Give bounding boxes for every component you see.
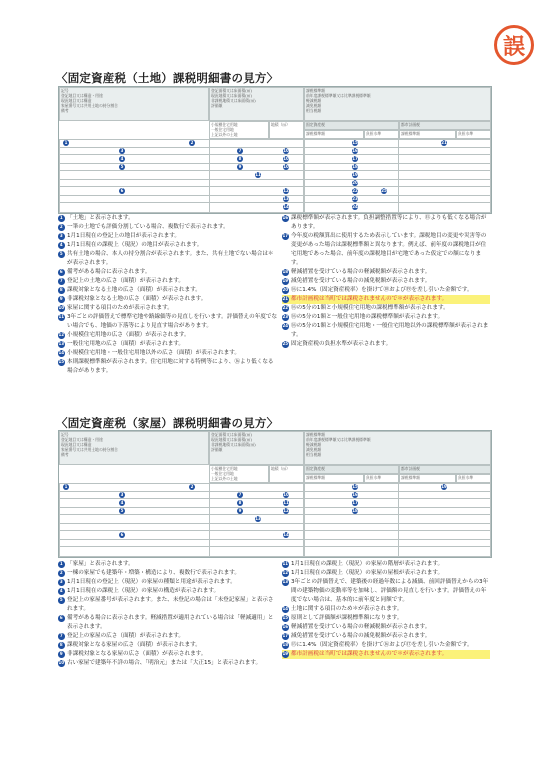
header-label: 記号 [61,432,69,437]
marker-14: 14 [283,532,289,537]
note-text: 軽減措置を受けている場合の軽減税額が表示されます。 [291,269,431,275]
note-number: 15 [58,359,65,364]
marker-18: 18 [352,508,358,513]
note-item [282,304,490,313]
marker-12: 12 [283,508,289,513]
note-number: 3 [59,233,63,238]
note-text: 小規模住宅用地の広さ（面積）が表示されます。 [67,332,190,338]
note-item [58,569,278,578]
house-notes-right [282,560,490,659]
sub-label: 一般住宅用地 [211,127,234,132]
note-item [282,641,490,650]
note-text: ⑯の5分の1額と小規模住宅用地の課税標準額が表示されます。 [291,305,449,311]
header-label: 家屋番号又は共用土地の持分割合 [61,103,118,108]
note-number: 12 [58,332,65,337]
note-text: 都市計画税は当町では課税されませんので＊が表示されます。 [291,651,448,657]
note-item [282,569,490,578]
note-number: 8 [59,642,63,647]
marker-25: 25 [381,188,387,193]
marker-13: 13 [255,516,261,521]
note-text: 減免措置を受けている場合の減免税額が表示されます。 [291,633,431,639]
note-item [58,614,278,632]
marker-8: 8 [238,156,242,161]
note-number: 16 [282,624,289,629]
note-number: 20 [282,287,289,292]
note-number: 14 [282,606,289,611]
sub-label: 上記以外の土地 [211,476,238,481]
note-item [58,560,278,569]
marker-18: 18 [352,164,358,169]
note-number: 7 [59,633,63,638]
house-header-right [304,431,491,465]
note-text: 固定資産税の負担水準が表示されます。 [291,341,392,347]
note-number: 6 [59,269,63,274]
note-text: 1月1日現在の課税上（現況）の地目が表示されます。 [67,242,203,248]
note-text: 減免措置を受けている場合の減免税額が表示されます。 [291,278,431,284]
marker-17: 17 [352,500,358,505]
note-number: 6 [59,615,63,620]
header-label: 減免税額 [306,447,322,452]
land-header-right [304,87,491,121]
note-item [282,322,490,340]
house-std-head: 課税標準額 [304,474,364,483]
land-notes-left [58,214,278,376]
note-number: 18 [282,642,289,647]
header-label: 軽減税額 [306,442,322,447]
note-number: 19 [282,278,289,283]
note-item [282,605,490,614]
note-text: 土地に関する項目のため＊が表示されます。 [291,606,403,612]
header-label: 登記面積又は床面積(㎡) [211,432,252,437]
note-number: 2 [59,570,63,575]
marker-20: 20 [352,180,358,185]
header-label: 軽減税額 [306,98,322,103]
sub-label: 小規模住宅用地 [211,466,238,471]
note-text: 課税対象となる土地の広さ（面積）が表示されます。 [67,287,201,293]
note-text: 「土地」と表示されます。 [67,215,134,221]
marker-6: 6 [120,532,124,537]
note-text: 1月1日現在の登記上の地目が表示されます。 [67,233,180,239]
note-text: 一棟の家屋でも建築年・増築・構造により、複数行で表示されます。 [67,570,240,576]
marker-11: 11 [255,172,261,177]
note-item [282,623,490,632]
marker-15: 15 [352,484,358,489]
marker-10c: 10 [283,164,289,169]
land-header-mid [209,87,304,121]
note-item [58,349,278,358]
note-number: 25 [282,341,289,346]
note-item-highlighted [282,650,490,659]
note-text: 家屋に関する項目のためが表示されます。 [67,305,173,311]
note-number: 1 [59,215,63,220]
note-number: 3 [59,579,63,584]
marker-9: 9 [238,164,242,169]
header-label: 減免税額 [306,103,322,108]
note-text: 本則課税標準額が表示されます。住宅用地に対する特例等により、⑯より低くなる場合があります。 [67,359,274,374]
marker-22: 22 [352,188,358,193]
header-label: 前年度課税標準額又は比準課税標準額 [306,437,371,442]
note-item [58,340,278,349]
note-text: ⑮に1.4%（固定資産税率）を掛けて⑯および⑰を差し引いた金額です。 [291,642,473,648]
note-number: 5 [59,597,63,602]
note-item [58,304,278,313]
note-item [282,286,490,295]
note-item [58,578,278,587]
note-number: 15 [282,615,289,620]
header-label: 課税標準額 [306,88,325,93]
note-item [282,313,490,322]
note-number: 5 [59,251,63,256]
note-text: 1月1日現在の課税上（現況）の家屋の屋根が表示されます。 [291,570,444,576]
note-text: ⑯に1.4%（固定資産税率）を掛けて⑱および⑲を差し引いた金額です。 [291,287,473,293]
note-text: 登記上の家屋の広さ（面積）が表示されます。 [67,633,185,639]
house-area-head: 地積（㎡） [269,465,304,483]
sub-label: 上記以外の土地 [211,132,238,137]
marker-24: 24 [352,204,358,209]
house-std-head-2: 課税標準額 [399,474,456,483]
house-sub-labels [209,465,269,483]
note-number: 1 [59,561,63,566]
land-form-illustration [58,86,492,214]
note-number: 4 [59,242,63,247]
note-number: 7 [59,278,63,283]
header-label: 記号 [61,88,69,93]
note-number: 18 [282,269,289,274]
header-label: 備考 [61,108,69,113]
note-text: 都市計画税は当町では課税されませんので＊が表示されます。 [291,296,448,302]
marker-9: 9 [238,508,242,513]
note-number: 4 [59,588,63,593]
note-text: 1月1日現在の登記上（現況）の家屋の種類と用途が表示されます。 [67,579,236,585]
note-number: 13 [58,341,65,346]
note-text: 非課税対象となる家屋の広さ（面積）が表示されます。 [67,651,207,657]
header-label: 相当税額 [306,452,322,457]
note-number: 17 [282,633,289,638]
header-label: 家屋番号又は共用土地の持分割合 [61,447,118,452]
note-number: 24 [282,323,289,328]
marker-12: 12 [283,188,289,193]
note-text: 小規模住宅用地・一般住宅用地以外の広さ（面積）が表示されます。 [67,350,240,356]
header-label: 課税標準額 [306,432,325,437]
note-item [58,295,278,304]
note-number: 11 [282,561,289,566]
note-number: 14 [58,350,65,355]
note-item [282,214,490,232]
note-number: 19 [282,651,289,656]
note-item [282,560,490,569]
house-section-title: 〈固定資産税（家屋）課税明細書の見方〉 [56,416,279,430]
note-text: 備考がある場合に表示されます。軽減措置が適用されている場合は「軽減適用」と表示されます。 [67,615,274,630]
land-header-left [59,87,209,121]
note-item [282,340,490,349]
note-text: 一般住宅用地の広さ（面積）が表示されます。 [67,341,185,347]
marker-8: 8 [238,500,242,505]
note-number: 12 [282,570,289,575]
marker-2: 2 [190,140,194,145]
note-text: 非課税対象となる土地の広さ（面積）が表示されます。 [67,296,207,302]
marker-6: 6 [120,188,124,193]
note-item [58,241,278,250]
marker-16: 16 [352,492,358,497]
note-text: 1月1日現在の課税上（現況）の家屋の構造が表示されます。 [67,588,220,594]
note-text: 1月1日現在の課税上（現況）の家屋の階層が表示されます。 [291,561,444,567]
land-level-head-2: 負担水準 [456,130,491,139]
note-text: ⑯の5分の1額と一般住宅用地の課税標準額が表示されます。 [291,314,444,320]
note-item [58,632,278,641]
note-item [58,650,278,659]
marker-11: 11 [283,500,289,505]
note-item [58,331,278,340]
house-city-tax-head: 都市計画税 [399,465,491,474]
note-text: 登記上の家屋番号が表示されます。また、未登記の場合は「未登記家屋」と表示されます。 [67,597,274,612]
note-number: 10 [58,305,65,310]
note-item [58,587,278,596]
note-number: 23 [282,314,289,319]
house-level-head-2: 負担水準 [456,474,491,483]
note-item [282,268,490,277]
note-number: 17 [282,233,289,238]
note-item [58,286,278,295]
header-label: 現況地目又は構造 [61,442,92,447]
note-number: 8 [59,287,63,292]
note-text: 登記上の土地の広さ（面積）が表示されます。 [67,278,185,284]
land-section-title: 〈固定資産税（土地）課税明細書の見方〉 [56,71,279,85]
note-item [58,232,278,241]
land-sub-labels [209,121,269,139]
note-item [58,250,278,268]
note-number: 11 [58,314,65,319]
header-label: 備考 [61,452,69,457]
marker-4: 4 [120,156,124,161]
note-text: 軽減措置を受けている場合の軽減税額が表示されます。 [291,624,431,630]
marker-14: 14 [283,204,289,209]
note-item [282,632,490,641]
note-item [58,277,278,286]
header-label: 非課税地積又は床面積(㎡) [211,442,256,447]
header-label: 評価額 [211,103,223,108]
header-label: 現況地積又は床面積(㎡) [211,93,252,98]
marker-21: 21 [441,140,447,145]
note-text: ⑯の5分の1額と小規模住宅用地・一般住宅用地以外の課税標準額が表示されます。 [291,323,489,338]
marker-3: 3 [120,148,124,153]
header-label: 前年度課税標準額又は比準課税標準額 [306,93,371,98]
marker-1: 1 [64,484,68,489]
note-item [58,223,278,232]
note-text: 今年度の税額算出に使用するため表示しています。課税地目の変更や災害等の変更があった場合は課税標準額と異なります。例えば、前年度の課税地目が住宅用地であった場合、前年度の課税地目が宅地であった仮定での額になります。 [291,233,487,266]
note-text: 「家屋」と表示されます。 [67,561,134,567]
marker-5: 5 [120,508,124,513]
note-text: 3年ごとの評価替えで標準宅地や路線価等の見直しを行います。評価替えの年度でない場合でも、地価の下落等により見直す場合があります。 [67,314,278,329]
header-label: 現況地目又は構造 [61,98,92,103]
note-item [58,313,278,331]
marker-7: 7 [238,492,242,497]
marker-10: 10 [283,492,289,497]
note-item [282,232,490,268]
house-level-head: 負担水準 [364,474,399,483]
note-item [58,659,278,668]
house-form-illustration [58,430,492,558]
sub-label: 一般住宅用地 [211,471,234,476]
marker-7: 7 [238,148,242,153]
note-item [282,614,490,623]
header-label: 現況地積又は床面積(㎡) [211,437,252,442]
marker-15: 15 [352,140,358,145]
land-city-tax-head: 都市計画税 [399,121,491,130]
note-number: 21 [282,296,289,301]
header-label: 非課税地積又は床面積(㎡) [211,98,256,103]
note-number: 13 [282,579,289,584]
marker-19: 19 [352,172,358,177]
land-area-head: 地積（㎡） [269,121,304,139]
note-number: 16 [282,215,289,220]
header-label: 登記面積又は床面積(㎡) [211,88,252,93]
header-label: 登記地目又は構造・用途 [61,93,103,98]
error-stamp: 誤 [494,25,534,65]
marker-5: 5 [120,164,124,169]
marker-4: 4 [120,500,124,505]
marker-16: 16 [352,148,358,153]
note-text: 原則として評価額が課税標準額になります。 [291,615,403,621]
note-text: 一筆の土地でも評価分割している場合、複数行で表示されます。 [67,224,229,230]
note-item-highlighted [282,295,490,304]
marker-19: 19 [441,484,447,489]
marker-13: 13 [283,196,289,201]
note-text: 備考がある場合に表示されます。 [67,269,151,275]
note-text: 古い家屋で建築年不詳の場合、「明治元」または「大正15」と表示されます。 [67,660,262,666]
marker-1: 1 [64,140,68,145]
marker-2: 2 [190,484,194,489]
note-number: 22 [282,305,289,310]
header-label: 登記地目又は構造・用途 [61,437,103,442]
house-notes-left [58,560,278,668]
note-text: 共有土地の場合、本人の持分割合が表示されます。また、共有土地でない場合は＊が表示されます。 [67,251,274,266]
note-text: 課税対象となる家屋の広さ（面積）が表示されます。 [67,642,201,648]
note-item [58,358,278,376]
sub-label: 小規模住宅用地 [211,122,238,127]
land-level-head: 負担水準 [364,130,399,139]
marker-17: 17 [352,156,358,161]
note-text: 3年ごとの評価替えで、建築後の経過年数による減価、前回評価替えからの3年間の建築物価の変動率等を加味し、評価額の見直しを行います。評価替えの年度でない場合は、基本的に前年度と同額です。 [291,579,489,603]
note-number: 9 [59,296,63,301]
house-fixed-tax-head: 固定資産税 [304,465,399,474]
header-label: 評価額 [211,447,223,452]
note-item [58,214,278,223]
header-label: 相当税額 [306,108,322,113]
note-item [58,596,278,614]
house-header-mid [209,431,304,465]
note-item [58,641,278,650]
note-text: 課税標準額が表示されます。負担調整措置等により、⑮よりも低くなる場合があります。 [291,215,487,230]
note-item [282,277,490,286]
note-item [282,578,490,605]
marker-23: 23 [352,196,358,201]
marker-10b: 10 [283,156,289,161]
marker-10: 10 [283,148,289,153]
house-header-left [59,431,209,465]
note-number: 10 [58,660,65,665]
note-number: 2 [59,224,63,229]
note-number: 9 [59,651,63,656]
land-fixed-tax-head: 固定資産税 [304,121,399,130]
note-item [58,268,278,277]
marker-3: 3 [120,492,124,497]
land-notes-right [282,214,490,349]
land-std-head: 課税標準額 [304,130,364,139]
land-std-head-2: 課税標準額 [399,130,456,139]
